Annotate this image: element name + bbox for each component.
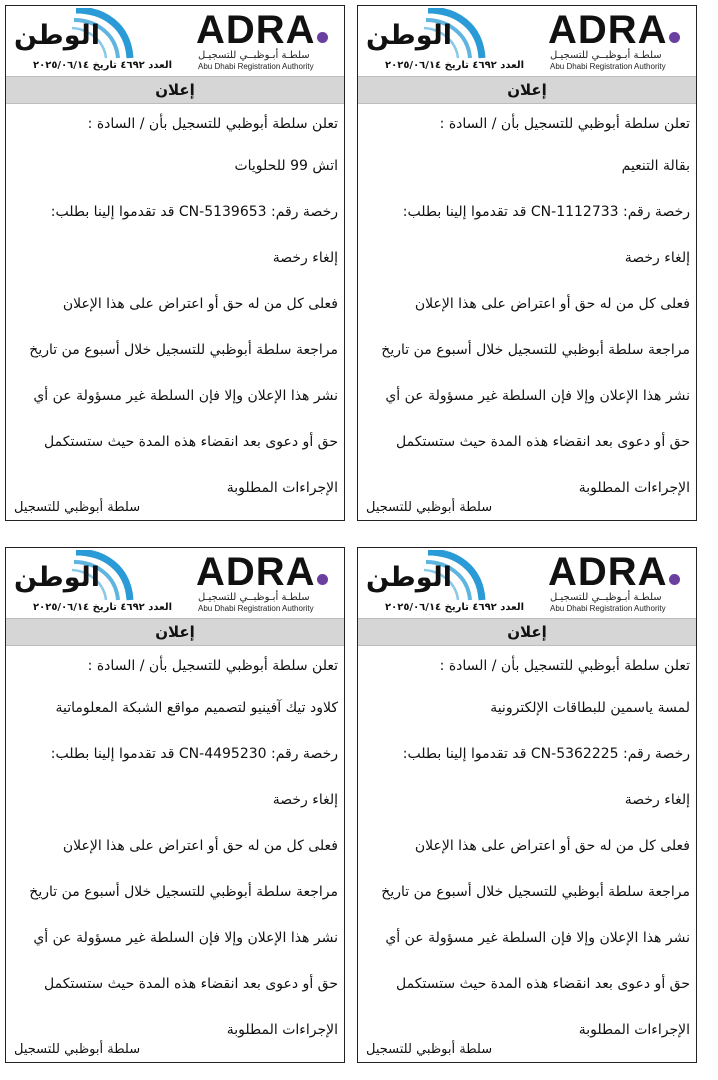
notice-card xyxy=(5,547,345,1063)
adra-wordmark: ADRA xyxy=(548,8,668,52)
issue-date: العدد ٤٦٩٢ تاريخ ٢٠٢٥/٠٦/١٤ xyxy=(385,60,524,71)
body-line: حق أو دعوى بعد انقضاء هذه المدة حيث ستستكمل xyxy=(396,976,690,992)
adra-arabic-name: سلطـة أبـوظبــي للتسجيـل xyxy=(198,592,310,603)
adra-english-name: Abu Dhabi Registration Authority xyxy=(198,62,314,71)
intro-line: تعلن سلطة أبوظبي للتسجيل بأن / السادة : xyxy=(87,658,338,674)
company-name: اتش 99 للحلويات xyxy=(234,158,338,174)
body-line: نشر هذا الإعلان وإلا فإن السلطة غير مسؤولة عن أي xyxy=(33,388,338,404)
notice-card xyxy=(357,547,697,1063)
notice-body xyxy=(358,104,696,520)
company-name: بقالة التنعيم xyxy=(621,158,690,174)
license-line: رخصة رقم: CN-5139653 قد تقدموا إلينا بطلب: xyxy=(50,204,338,220)
license-line: رخصة رقم: CN-5362225 قد تقدموا إلينا بطلب: xyxy=(402,746,690,762)
notice-header xyxy=(358,6,696,76)
license-line: رخصة رقم: CN-4495230 قد تقدموا إلينا بطلب: xyxy=(50,746,338,762)
alwatan-logo xyxy=(10,8,130,60)
adra-english-name: Abu Dhabi Registration Authority xyxy=(550,62,666,71)
issue-date: العدد ٤٦٩٢ تاريخ ٢٠٢٥/٠٦/١٤ xyxy=(385,602,524,613)
adra-dot-icon xyxy=(317,574,328,585)
alwatan-wordmark: الوطن xyxy=(14,20,101,51)
notice-banner: إعلان xyxy=(6,76,344,104)
adra-wordmark: ADRA xyxy=(548,550,668,594)
notice-banner: إعلان xyxy=(358,76,696,104)
notice-card xyxy=(5,5,345,521)
issue-date: العدد ٤٦٩٢ تاريخ ٢٠٢٥/٠٦/١٤ xyxy=(33,602,172,613)
adra-dot-icon xyxy=(669,574,680,585)
alwatan-logo xyxy=(362,550,482,602)
body-line: مراجعة سلطة أبوظبي للتسجيل خلال أسبوع من تاريخ xyxy=(29,342,338,358)
body-line: فعلى كل من له حق أو اعتراض على هذا الإعلان xyxy=(414,296,690,312)
company-name: لمسة ياسمين للبطاقات الإلكترونية xyxy=(490,700,690,716)
request-type: إلغاء رخصة xyxy=(624,250,690,266)
adra-arabic-name: سلطـة أبـوظبــي للتسجيـل xyxy=(198,50,310,61)
alwatan-wordmark: الوطن xyxy=(366,562,453,593)
adra-english-name: Abu Dhabi Registration Authority xyxy=(198,604,314,613)
body-line: حق أو دعوى بعد انقضاء هذه المدة حيث ستستكمل xyxy=(44,976,338,992)
request-type: إلغاء رخصة xyxy=(272,250,338,266)
license-line: رخصة رقم: CN-1112733 قد تقدموا إلينا بطلب: xyxy=(402,204,690,220)
body-line: الإجراءات المطلوبة xyxy=(226,480,338,496)
adra-logo xyxy=(196,10,346,72)
body-line: مراجعة سلطة أبوظبي للتسجيل خلال أسبوع من تاريخ xyxy=(29,884,338,900)
alwatan-wordmark: الوطن xyxy=(14,562,101,593)
notice-header xyxy=(6,6,344,76)
adra-arabic-name: سلطـة أبـوظبــي للتسجيـل xyxy=(550,50,662,61)
notice-footer: سلطة أبوظبي للتسجيل xyxy=(366,500,493,515)
body-line: نشر هذا الإعلان وإلا فإن السلطة غير مسؤولة عن أي xyxy=(385,388,690,404)
body-line: نشر هذا الإعلان وإلا فإن السلطة غير مسؤولة عن أي xyxy=(33,930,338,946)
body-line: فعلى كل من له حق أو اعتراض على هذا الإعلان xyxy=(62,838,338,854)
body-line: الإجراءات المطلوبة xyxy=(578,1022,690,1038)
notice-body xyxy=(6,104,344,520)
request-type: إلغاء رخصة xyxy=(272,792,338,808)
notice-header xyxy=(358,548,696,618)
adra-wordmark: ADRA xyxy=(196,550,316,594)
adra-arabic-name: سلطـة أبـوظبــي للتسجيـل xyxy=(550,592,662,603)
notice-body xyxy=(358,646,696,1062)
adra-dot-icon xyxy=(669,32,680,43)
alwatan-logo xyxy=(362,8,482,60)
notice-body xyxy=(6,646,344,1062)
body-line: مراجعة سلطة أبوظبي للتسجيل خلال أسبوع من تاريخ xyxy=(381,884,690,900)
body-line: حق أو دعوى بعد انقضاء هذه المدة حيث ستستكمل xyxy=(44,434,338,450)
adra-logo xyxy=(548,10,698,72)
adra-dot-icon xyxy=(317,32,328,43)
adra-wordmark: ADRA xyxy=(196,8,316,52)
body-line: الإجراءات المطلوبة xyxy=(578,480,690,496)
intro-line: تعلن سلطة أبوظبي للتسجيل بأن / السادة : xyxy=(87,116,338,132)
adra-english-name: Abu Dhabi Registration Authority xyxy=(550,604,666,613)
intro-line: تعلن سلطة أبوظبي للتسجيل بأن / السادة : xyxy=(439,658,690,674)
notice-banner: إعلان xyxy=(358,618,696,646)
body-line: نشر هذا الإعلان وإلا فإن السلطة غير مسؤولة عن أي xyxy=(385,930,690,946)
notice-footer: سلطة أبوظبي للتسجيل xyxy=(14,1042,141,1057)
notice-header xyxy=(6,548,344,618)
notice-banner: إعلان xyxy=(6,618,344,646)
company-name: كلاود تيك آفينيو لتصميم مواقع الشبكة المعلوماتية xyxy=(55,700,338,716)
alwatan-wordmark: الوطن xyxy=(366,20,453,51)
intro-line: تعلن سلطة أبوظبي للتسجيل بأن / السادة : xyxy=(439,116,690,132)
request-type: إلغاء رخصة xyxy=(624,792,690,808)
issue-date: العدد ٤٦٩٢ تاريخ ٢٠٢٥/٠٦/١٤ xyxy=(33,60,172,71)
notice-footer: سلطة أبوظبي للتسجيل xyxy=(14,500,141,515)
body-line: فعلى كل من له حق أو اعتراض على هذا الإعلان xyxy=(414,838,690,854)
body-line: حق أو دعوى بعد انقضاء هذه المدة حيث ستستكمل xyxy=(396,434,690,450)
notice-card xyxy=(357,5,697,521)
body-line: مراجعة سلطة أبوظبي للتسجيل خلال أسبوع من تاريخ xyxy=(381,342,690,358)
alwatan-logo xyxy=(10,550,130,602)
body-line: الإجراءات المطلوبة xyxy=(226,1022,338,1038)
adra-logo xyxy=(196,552,346,614)
notice-footer: سلطة أبوظبي للتسجيل xyxy=(366,1042,493,1057)
body-line: فعلى كل من له حق أو اعتراض على هذا الإعلان xyxy=(62,296,338,312)
adra-logo xyxy=(548,552,698,614)
